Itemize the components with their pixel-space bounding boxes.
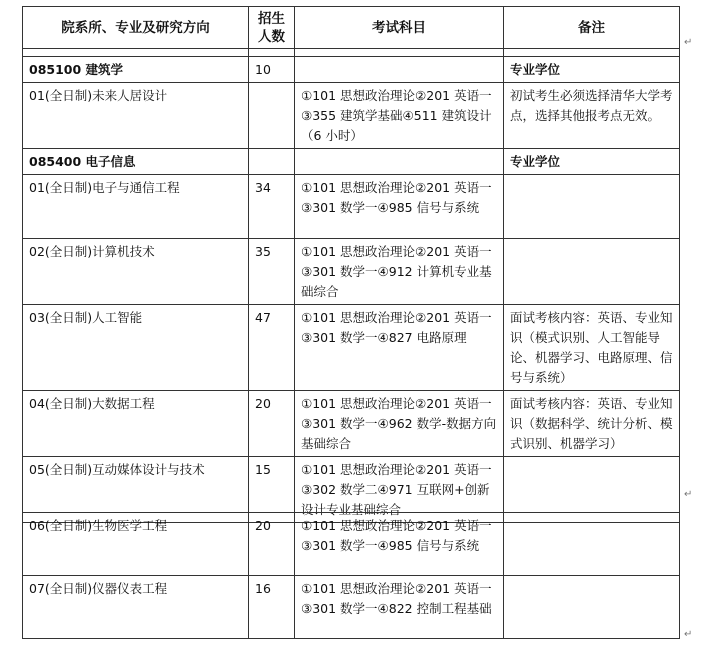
direction-cell: 07(全日制)仪器仪表工程 <box>23 576 249 639</box>
subjects-cell: ①101 思想政治理论②201 英语一③301 数学一④985 信号与系统 <box>295 175 504 239</box>
group-note: 专业学位 <box>504 149 680 175</box>
table-row <box>23 83 680 149</box>
group-note: 专业学位 <box>504 57 680 83</box>
subjects-cell: ①101 思想政治理论②201 英语一③301 数学一④962 数学-数据方向基础综合 <box>295 391 504 457</box>
quota-cell: 34 <box>249 175 295 239</box>
quota-cell: 35 <box>249 239 295 305</box>
return-mark: ↵ <box>684 489 693 500</box>
group-quota <box>249 149 295 175</box>
group-row <box>23 149 680 175</box>
subjects-cell: ①101 思想政治理论②201 英语一③301 数学一④822 控制工程基础 <box>295 576 504 639</box>
subjects-cell: ①101 思想政治理论②201 英语一③301 数学一④912 计算机专业基础综合 <box>295 239 504 305</box>
group-row <box>23 57 680 83</box>
header-quota: 招生 人数 <box>249 7 295 49</box>
quota-cell: 47 <box>249 305 295 391</box>
header-notes: 备注 <box>504 7 680 49</box>
quota-cell: 15 <box>249 457 295 523</box>
header-row <box>23 7 680 49</box>
return-mark: ↵ <box>684 629 693 640</box>
note-cell: 面试考核内容：英语、专业知识（数据科学、统计分析、模式识别、机器学习） <box>504 391 680 457</box>
note-cell: 初试考生必须选择清华大学考点，选择其他报考点无效。 <box>504 83 680 149</box>
quota-cell <box>249 83 295 149</box>
table-row <box>23 576 680 639</box>
quota-cell: 16 <box>249 576 295 639</box>
table-row <box>23 239 680 305</box>
table-row <box>23 175 680 239</box>
admissions-table-continued <box>22 512 680 639</box>
note-cell <box>504 513 680 576</box>
note-cell: 面试考核内容：英语、专业知识（模式识别、人工智能导论、机器学习、电路原理、信号与系统） <box>504 305 680 391</box>
quota-cell: 20 <box>249 391 295 457</box>
direction-cell: 03(全日制)人工智能 <box>23 305 249 391</box>
note-cell <box>504 576 680 639</box>
table-row <box>23 513 680 576</box>
direction-cell: 04(全日制)大数据工程 <box>23 391 249 457</box>
direction-cell: 05(全日制)互动媒体设计与技术 <box>23 457 249 523</box>
note-cell <box>504 239 680 305</box>
admissions-table <box>22 6 680 523</box>
direction-cell: 02(全日制)计算机技术 <box>23 239 249 305</box>
direction-cell: 06(全日制)生物医学工程 <box>23 513 249 576</box>
subjects-cell: ①101 思想政治理论②201 英语一③301 数学一④827 电路原理 <box>295 305 504 391</box>
quota-cell: 20 <box>249 513 295 576</box>
return-mark: ↵ <box>684 37 693 48</box>
header-dept: 院系所、专业及研究方向 <box>23 7 249 49</box>
group-code-name: 085100 建筑学 <box>23 57 249 83</box>
direction-cell: 01(全日制)电子与通信工程 <box>23 175 249 239</box>
subjects-cell: ①101 思想政治理论②201 英语一③301 数学一④985 信号与系统 <box>295 513 504 576</box>
header-subjects: 考试科目 <box>295 7 504 49</box>
direction-cell: 01(全日制)未来人居设计 <box>23 83 249 149</box>
subjects-cell: ①101 思想政治理论②201 英语一③355 建筑学基础④511 建筑设计（6 小时） <box>295 83 504 149</box>
table-row <box>23 305 680 391</box>
group-quota: 10 <box>249 57 295 83</box>
spacer-row <box>23 49 680 57</box>
note-cell <box>504 175 680 239</box>
subjects-cell: ①101 思想政治理论②201 英语一③302 数学二④971 互联网+创新设计专业基础综合 <box>295 457 504 523</box>
table-row <box>23 391 680 457</box>
group-code-name: 085400 电子信息 <box>23 149 249 175</box>
